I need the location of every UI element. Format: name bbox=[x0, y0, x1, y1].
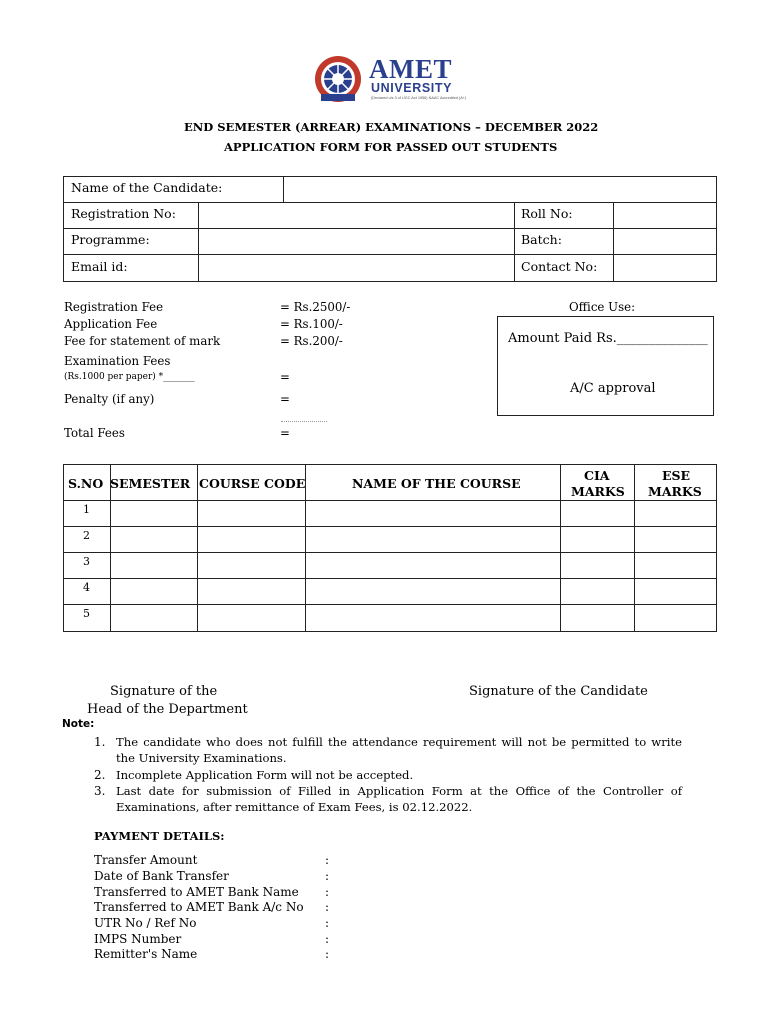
name-input-cell[interactable] bbox=[283, 176, 717, 203]
batch-input-cell[interactable] bbox=[613, 228, 717, 255]
logo-sub: UNIVERSITY bbox=[371, 81, 453, 95]
exam-fee-label: Examination Fees bbox=[64, 354, 171, 368]
app-fee-value: = Rs.100/- bbox=[280, 317, 343, 331]
col-header-ese-marks: MARKS bbox=[648, 484, 702, 499]
exam-fee-value: = bbox=[280, 370, 290, 384]
col-header-cia: CIA bbox=[584, 468, 610, 483]
note-number: 1. bbox=[94, 735, 106, 749]
payment-colon: : bbox=[325, 947, 330, 961]
row-number: 3 bbox=[83, 555, 90, 568]
roll-label: Roll No: bbox=[521, 206, 573, 221]
hod-signature-line1: Signature of the bbox=[110, 684, 218, 699]
payment-field-label: UTR No / Ref No bbox=[94, 916, 197, 930]
payment-colon: : bbox=[325, 900, 330, 914]
app-fee-label: Application Fee bbox=[64, 317, 158, 331]
payment-field-label: IMPS Number bbox=[94, 932, 182, 946]
reg-label: Registration No: bbox=[71, 206, 176, 221]
payment-colon: : bbox=[325, 932, 330, 946]
note-number: 3. bbox=[94, 784, 106, 798]
col-header-cia-marks: MARKS bbox=[571, 484, 625, 499]
total-divider bbox=[281, 421, 327, 422]
payment-field-label: Remitter's Name bbox=[94, 947, 198, 961]
batch-label: Batch: bbox=[521, 232, 562, 247]
total-fees-value: = bbox=[280, 426, 290, 440]
roll-input-cell[interactable] bbox=[613, 202, 717, 229]
reg-fee-value: = Rs.2500/- bbox=[280, 300, 351, 314]
contact-label: Contact No: bbox=[521, 259, 598, 274]
amount-paid-label: Amount Paid Rs.______________ bbox=[508, 331, 708, 346]
note-item: The candidate who does not fulfill the attendance requirement will not be permitted to write the University Examinations. bbox=[116, 735, 682, 765]
col-header-course-name: NAME OF THE COURSE bbox=[352, 476, 521, 491]
payment-heading: PAYMENT DETAILS: bbox=[94, 829, 225, 843]
payment-field-label: Transfer Amount bbox=[94, 853, 198, 867]
penalty-label: Penalty (if any) bbox=[64, 392, 155, 406]
stmt-fee-value: = Rs.200/- bbox=[280, 334, 343, 348]
ac-approval-label: A/C approval bbox=[570, 381, 656, 396]
stmt-fee-label: Fee for statement of mark bbox=[64, 334, 221, 348]
university-emblem-icon bbox=[313, 54, 363, 104]
logo-name: AMET bbox=[369, 54, 452, 84]
penalty-value: = bbox=[280, 392, 290, 406]
email-input-cell[interactable] bbox=[198, 254, 515, 282]
note-label: Note: bbox=[62, 718, 95, 730]
col-header-course-code: COURSE CODE bbox=[199, 476, 306, 491]
payment-colon: : bbox=[325, 885, 330, 899]
row-number: 2 bbox=[83, 529, 90, 542]
university-logo bbox=[313, 54, 467, 106]
name-label: Name of the Candidate: bbox=[71, 180, 223, 195]
payment-colon: : bbox=[325, 853, 330, 867]
note-item: Last date for submission of Filled in Application Form at the Office of the Controller of Examinations, after remittance of Exam Fees, is 02.12.2022. bbox=[116, 784, 682, 814]
payment-field-label: Transferred to AMET Bank Name bbox=[94, 885, 299, 899]
email-label: Email id: bbox=[71, 259, 128, 274]
contact-input-cell[interactable] bbox=[613, 254, 717, 282]
form-title: END SEMESTER (ARREAR) EXAMINATIONS – DECEMBER 2022 bbox=[184, 120, 599, 134]
payment-colon: : bbox=[325, 869, 330, 883]
col-header-ese: ESE bbox=[662, 468, 691, 483]
payment-field-label: Transferred to AMET Bank A/c No bbox=[94, 900, 304, 914]
row-number: 5 bbox=[83, 607, 90, 620]
row-number: 4 bbox=[83, 581, 90, 594]
col-header-semester: SEMESTER bbox=[110, 476, 191, 491]
logo-tagline: (Declared u/s 3 of UGC Act 1956) NAAC Accredited (A+) bbox=[371, 96, 467, 100]
programme-input-cell[interactable] bbox=[198, 228, 515, 255]
row-number: 1 bbox=[83, 503, 90, 516]
col-header-sno: S.NO bbox=[68, 476, 104, 491]
note-item: Incomplete Application Form will not be accepted. bbox=[116, 768, 414, 782]
payment-field-label: Date of Bank Transfer bbox=[94, 869, 229, 883]
reg-input-cell[interactable] bbox=[198, 202, 515, 229]
note-number: 2. bbox=[94, 768, 106, 782]
exam-fee-note: (Rs.1000 per paper) *_______ bbox=[64, 372, 195, 382]
programme-label: Programme: bbox=[71, 232, 150, 247]
candidate-signature: Signature of the Candidate bbox=[469, 684, 648, 699]
hod-signature-line2: Head of the Department bbox=[87, 702, 248, 717]
total-fees-label: Total Fees bbox=[64, 426, 125, 440]
form-subtitle: APPLICATION FORM FOR PASSED OUT STUDENTS bbox=[224, 140, 558, 154]
office-use-heading: Office Use: bbox=[569, 300, 636, 314]
reg-fee-label: Registration Fee bbox=[64, 300, 164, 314]
payment-colon: : bbox=[325, 916, 330, 930]
